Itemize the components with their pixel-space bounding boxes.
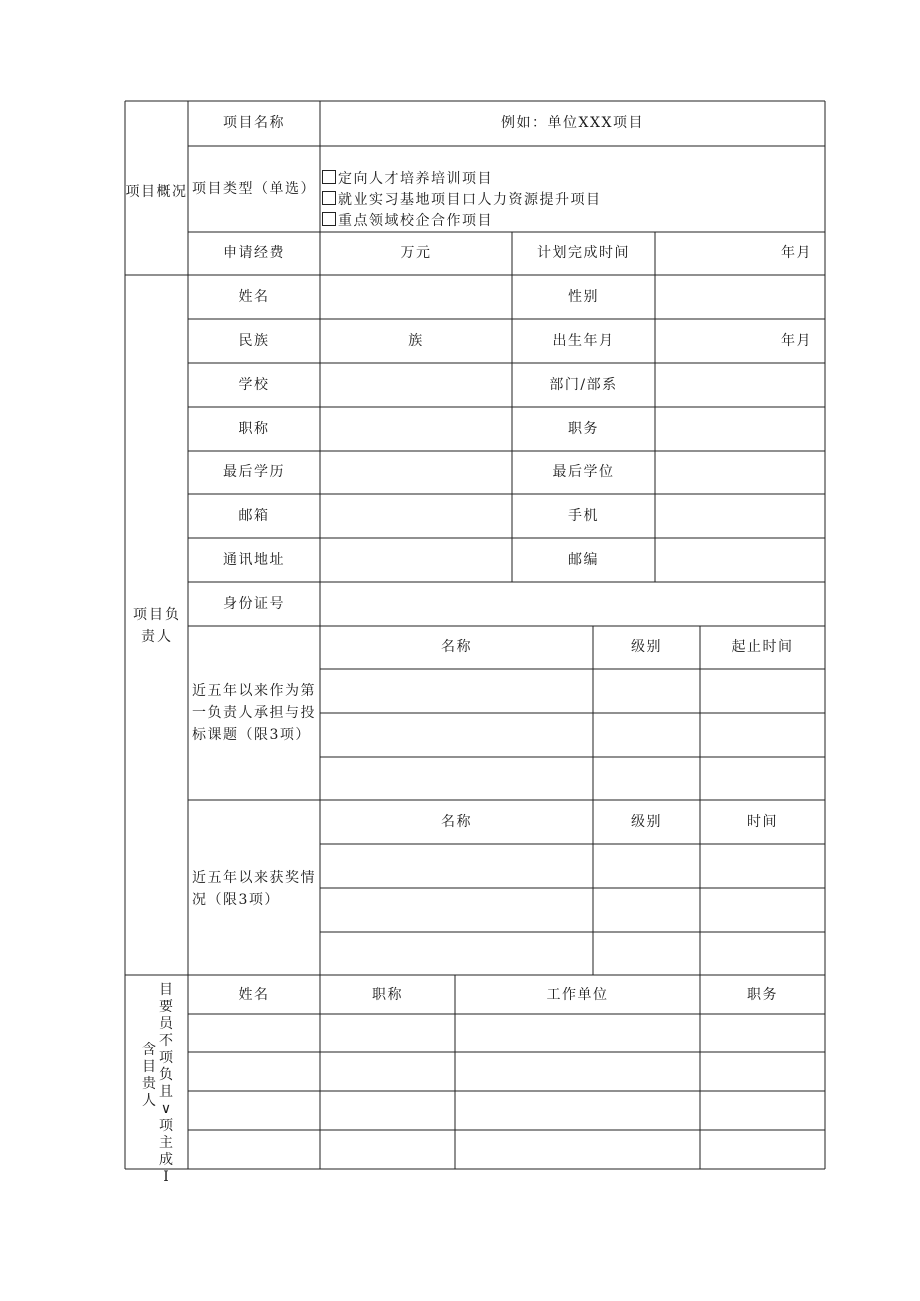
awards-header-time: 时间: [747, 814, 778, 830]
project-name-value[interactable]: 例如：单位XXX项目: [501, 115, 644, 131]
members-header-duty: 职务: [747, 987, 778, 1003]
funds-unit[interactable]: 万元: [400, 245, 432, 261]
project-type-option-2[interactable]: 就业实习基地项目口人力资源提升项目: [322, 191, 602, 209]
title-label: 职称: [238, 421, 270, 437]
department-label: 部门/部系: [549, 377, 618, 393]
project-type-label: 项目类型（单选）: [192, 181, 316, 197]
section-label-team-members-left: 含 目 贵 人: [142, 1042, 156, 1109]
education-label: 最后学历: [223, 464, 285, 480]
checkbox[interactable]: [322, 170, 336, 184]
school-label: 学校: [238, 377, 270, 393]
members-header-employer: 工作单位: [546, 987, 609, 1003]
awards-header-name: 名称: [441, 814, 472, 830]
projects-header-level: 级别: [631, 639, 662, 655]
plan-time-label: 计划完成时间: [537, 245, 630, 261]
section-label-project-overview: 项目概况: [125, 184, 188, 200]
birth-unit[interactable]: 年月: [781, 333, 812, 349]
name-label: 姓名: [238, 289, 270, 305]
mobile-label: 手机: [568, 508, 599, 524]
members-header-name: 姓名: [238, 987, 270, 1003]
address-label: 通讯地址: [223, 552, 285, 568]
ethnic-label: 民族: [238, 333, 270, 349]
projects-header-period: 起止时间: [731, 639, 794, 655]
projects-header-name: 名称: [441, 639, 472, 655]
gender-label: 性别: [568, 289, 599, 305]
project-type-option-3[interactable]: 重点领域校企合作项目: [322, 212, 493, 230]
project-name-label: 项目名称: [223, 115, 285, 131]
plan-time-unit[interactable]: 年月: [781, 245, 812, 261]
section-label-project-leader: 项目负责人: [133, 607, 181, 645]
postcode-label: 邮编: [568, 552, 599, 568]
section-label-team-members-right: 目 要 员 不 项 负 且 ∨ 项 主 成 I: [159, 982, 173, 1185]
checkbox[interactable]: [322, 191, 336, 205]
awards-label: 近五年以来获奖情况（限3项）: [192, 870, 316, 908]
email-label: 邮箱: [238, 508, 270, 524]
members-header-title: 职称: [372, 987, 403, 1003]
ethnic-unit[interactable]: 族: [408, 333, 424, 349]
projects-label: 近五年以来作为第一负责人承担与投标课题（限3项）: [192, 683, 316, 743]
birth-label: 出生年月: [552, 333, 615, 349]
project-type-option-1[interactable]: 定向人才培养培训项目: [322, 170, 493, 188]
funds-label: 申请经费: [223, 245, 285, 261]
id-number-label: 身份证号: [223, 596, 285, 612]
degree-label: 最后学位: [552, 464, 615, 480]
duty-label: 职务: [568, 421, 599, 437]
awards-header-level: 级别: [631, 814, 662, 830]
checkbox[interactable]: [322, 212, 336, 226]
